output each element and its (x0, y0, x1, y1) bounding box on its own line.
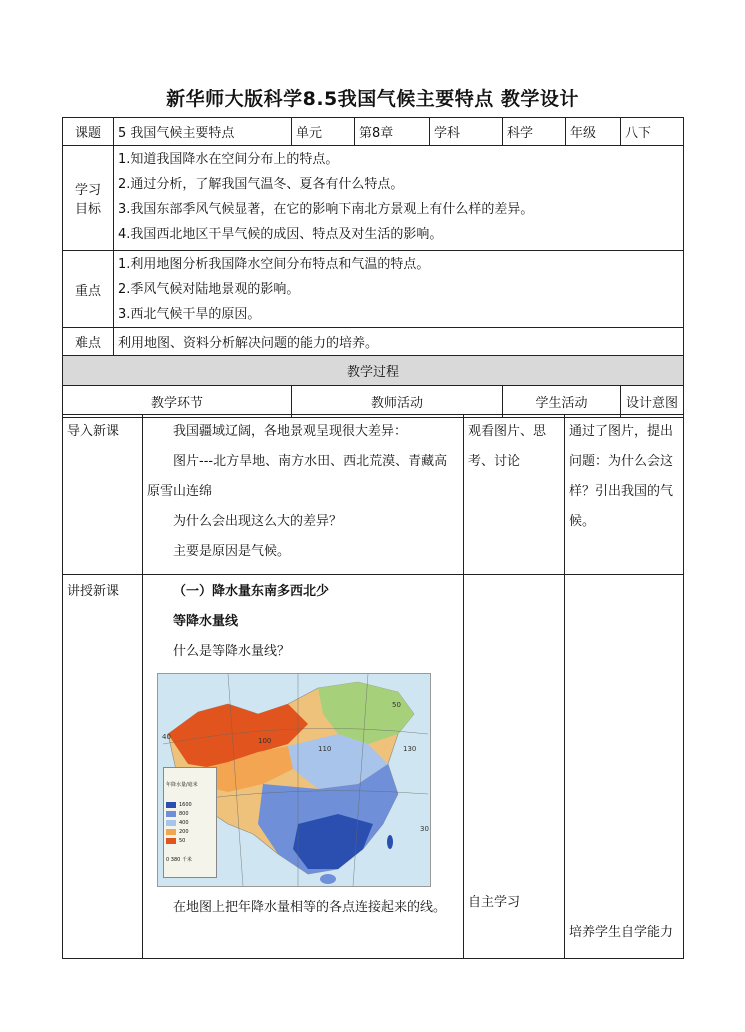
map-number: 40 (162, 733, 171, 741)
key-points-row (63, 251, 684, 328)
precipitation-map (157, 673, 431, 887)
legend-row: 200 (166, 827, 214, 836)
key-point-item: 2.季风气候对陆地景观的影响。 (118, 282, 300, 297)
intro-teacher (143, 415, 464, 575)
difficulty-row (63, 328, 684, 356)
new-lesson-intent: 培养学生自学能力 (565, 575, 684, 959)
key-point-item: 1.利用地图分析我国降水空间分布特点和气温的特点。 (118, 257, 430, 272)
intro-row (63, 415, 684, 575)
map-number: 50 (392, 701, 401, 709)
map-scale: 0 380 千米 (166, 857, 192, 863)
key-point-item: 3.西北气候干旱的原因。 (118, 307, 261, 322)
new-lesson-teacher (143, 575, 464, 959)
col-intent: 设计意图 (621, 386, 684, 418)
intro-student: 观看图片、思考、讨论 (464, 415, 565, 575)
lesson-plan-table (62, 117, 684, 418)
section-subheading: 等降水量线 (173, 614, 239, 629)
legend-row: 800 (166, 809, 214, 818)
new-lesson-row (63, 575, 684, 959)
legend-swatch (166, 829, 176, 835)
objectives-label: 学习 目标 (63, 146, 114, 251)
legend-swatch (166, 820, 176, 826)
intro-intent: 通过了图片，提出问题：为什么会这样？引出我国的气候。 (565, 415, 684, 575)
unit-value: 第8章 (355, 118, 430, 146)
new-lesson-stage: 讲授新课 (63, 575, 143, 959)
difficulty-text: 利用地图、资料分析解决问题的能力的培养。 (114, 328, 684, 356)
intro-stage: 导入新课 (63, 415, 143, 575)
intro-line: 我国疆域辽阔，各地景观呈现很大差异： (173, 424, 408, 439)
difficulty-label: 难点 (63, 328, 114, 356)
legend-swatch (166, 838, 176, 844)
subject-label: 学科 (430, 118, 503, 146)
page-title: 新华师大版科学8.5我国气候主要特点 教学设计 (166, 88, 579, 110)
legend-row: 50 (166, 836, 214, 845)
legend-swatch (166, 802, 176, 808)
legend-title: 年降水量/毫米 (166, 782, 198, 788)
section-explanation: 在地图上把年降水量相等的各点连接起来的线。 (173, 900, 447, 915)
key-points-label: 重点 (63, 251, 114, 328)
objectives-row (63, 146, 684, 251)
objective-item: 4.我国西北地区干旱气候的成因、特点及对生活的影响。 (118, 227, 443, 242)
unit-label: 单元 (292, 118, 355, 146)
objective-item: 2.通过分析，了解我国气温冬、夏各有什么特点。 (118, 177, 404, 192)
objective-item: 1.知道我国降水在空间分布上的特点。 (118, 152, 339, 167)
col-teacher: 教师活动 (292, 386, 503, 418)
map-number: 100 (258, 737, 272, 745)
intro-line: 主要是原因是气候。 (173, 544, 291, 559)
map-number: 110 (318, 745, 332, 753)
col-stage: 教学环节 (63, 386, 292, 418)
header-row (63, 118, 684, 146)
objectives-content (114, 146, 684, 251)
intro-line: 为什么会出现这么大的差异？ (173, 514, 343, 529)
legend-row: 1600 (166, 800, 214, 809)
map-number: 130 (403, 745, 417, 753)
map-number: 30 (420, 825, 429, 833)
legend-row: 400 (166, 818, 214, 827)
grade-label: 年级 (566, 118, 621, 146)
col-student: 学生活动 (503, 386, 621, 418)
map-legend (163, 767, 217, 878)
topic-label: 课题 (63, 118, 114, 146)
subject-value: 科学 (503, 118, 566, 146)
process-title-row (63, 356, 684, 386)
grade-value: 八下 (621, 118, 684, 146)
process-table (62, 414, 684, 959)
legend-swatch (166, 811, 176, 817)
section-heading: （一）降水量东南多西北少 (173, 584, 330, 599)
intro-line: 图片---北方旱地、南方水田、西北荒漠、青藏高原雪山连绵 (147, 454, 448, 499)
column-header-row (63, 386, 684, 418)
topic-value: 5 我国气候主要特点 (114, 118, 292, 146)
section-question: 什么是等降水量线？ (173, 644, 291, 659)
new-lesson-student: 自主学习 (464, 575, 565, 959)
key-points-content (114, 251, 684, 328)
process-title: 教学过程 (63, 356, 684, 386)
objective-item: 3.我国东部季风气候显著，在它的影响下南北方景观上有什么样的差异。 (118, 202, 534, 217)
